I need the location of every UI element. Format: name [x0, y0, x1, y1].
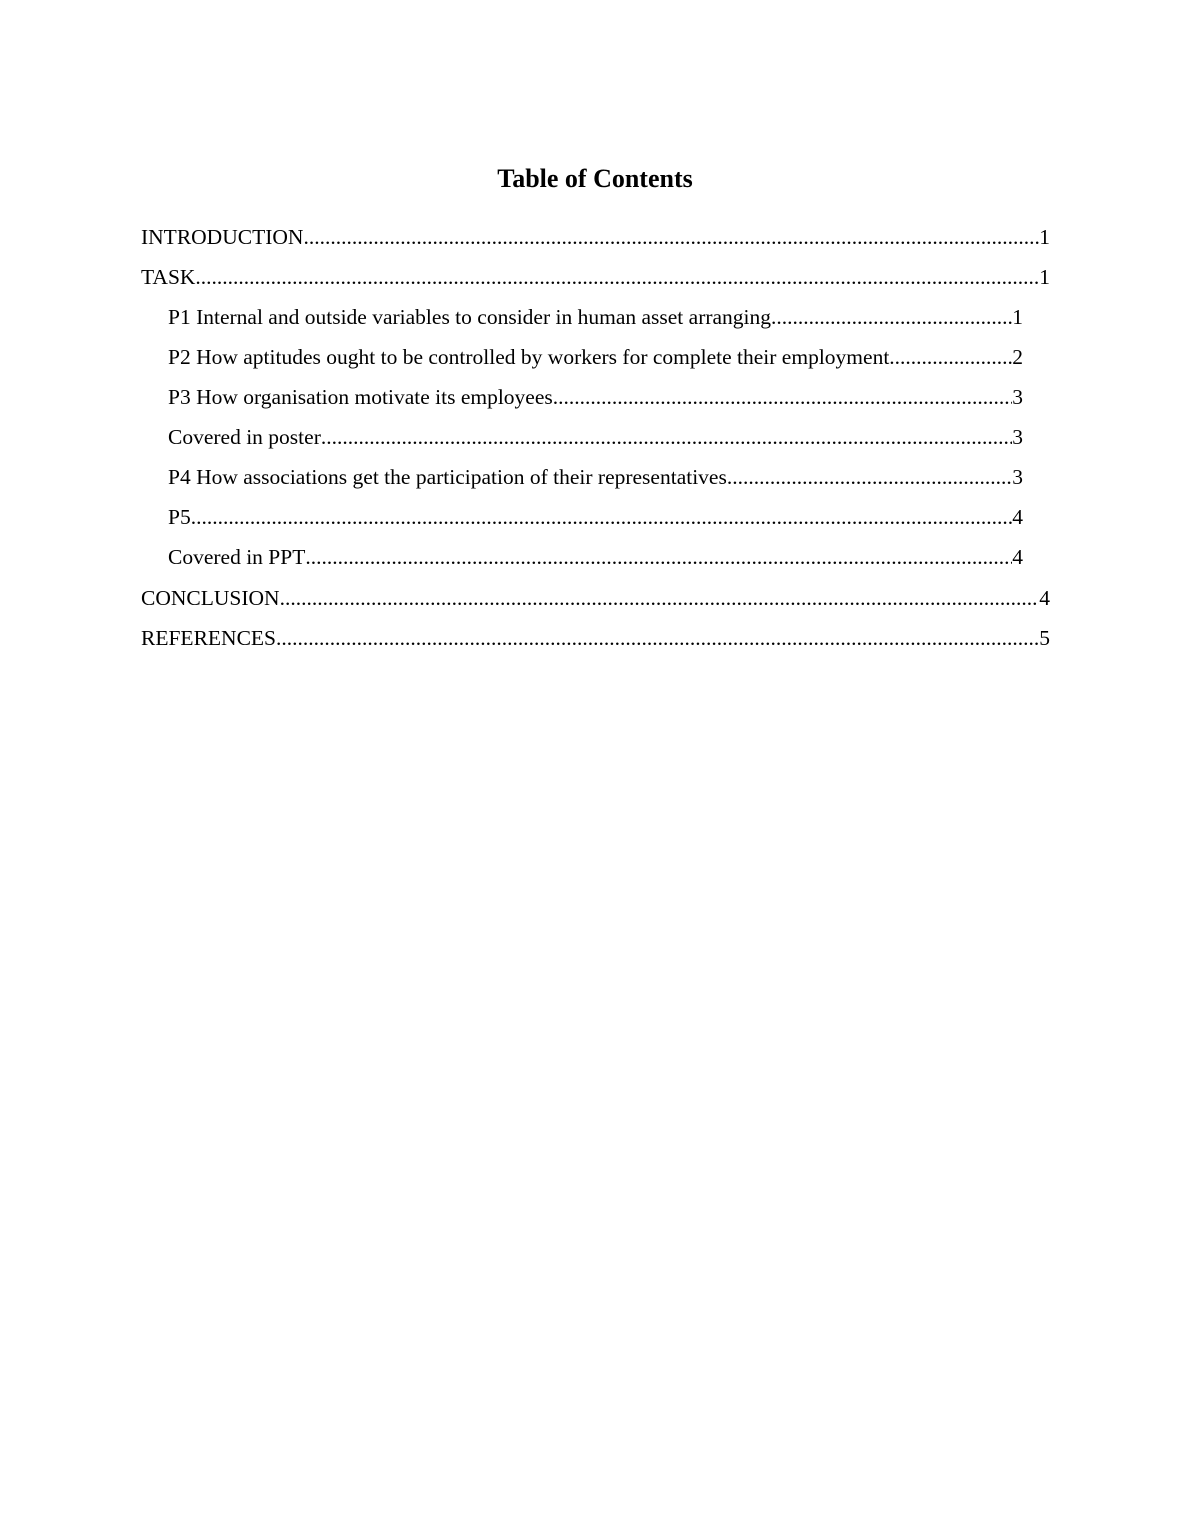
toc-entry-p5[interactable] [168, 502, 1023, 532]
toc-entry-label: P1 Internal and outside variables to consider in human asset arranging [168, 305, 772, 329]
toc-entry-p4[interactable] [168, 462, 1023, 492]
toc-page-number: 1 [1039, 265, 1050, 289]
toc-page-number: 1 [1039, 225, 1050, 249]
toc-entry-p2[interactable] [168, 342, 1023, 372]
toc-page-number: 5 [1039, 626, 1050, 650]
toc-dot-leader [276, 623, 1039, 653]
toc-dot-leader [889, 342, 1012, 372]
toc-dot-leader [771, 302, 1012, 332]
toc-entry-label: P2 How aptitudes ought to be controlled by workers for complete their employment [168, 345, 890, 369]
toc-entry-task[interactable] [141, 262, 1050, 292]
toc-entry-p1[interactable] [168, 302, 1023, 332]
toc-entry-covered-in-ppt[interactable] [168, 542, 1023, 572]
toc-entry-references[interactable] [141, 623, 1050, 653]
toc-entry-label: REFERENCES [141, 626, 276, 650]
toc-dot-leader [553, 382, 1012, 412]
toc-page-number: 2 [1012, 345, 1023, 369]
toc-entry-label: TASK [141, 265, 196, 289]
toc-entry-introduction[interactable] [141, 222, 1050, 252]
toc-dot-leader [321, 422, 1012, 452]
toc-entry-label: INTRODUCTION [141, 225, 304, 249]
toc-entry-label: P4 How associations get the participation of their representatives [168, 465, 727, 489]
toc-title: Table of Contents [497, 164, 693, 193]
toc-page-number: 4 [1012, 505, 1023, 529]
toc-page-number: 1 [1012, 305, 1023, 329]
toc-dot-leader [305, 542, 1012, 572]
toc-entry-label: P5 [168, 505, 191, 529]
toc-dot-leader [280, 583, 1040, 613]
toc-page-number: 4 [1039, 586, 1050, 610]
toc-entry-label: P3 How organisation motivate its employees [168, 385, 553, 409]
toc-entry-conclusion[interactable] [141, 583, 1050, 613]
toc-entry-label: CONCLUSION [141, 586, 280, 610]
toc-dot-leader [195, 262, 1039, 292]
toc-entry-p3[interactable] [168, 382, 1023, 412]
toc-entry-label: Covered in poster [168, 425, 321, 449]
toc-page-number: 4 [1012, 545, 1023, 569]
toc-page-number: 3 [1012, 425, 1023, 449]
toc-entry-covered-in-poster[interactable] [168, 422, 1023, 452]
toc-page-number: 3 [1012, 385, 1023, 409]
toc-entry-label: Covered in PPT [168, 545, 306, 569]
toc-dot-leader [191, 502, 1013, 532]
toc-dot-leader [727, 462, 1012, 492]
toc-page-number: 3 [1012, 465, 1023, 489]
toc-dot-leader [303, 222, 1039, 252]
